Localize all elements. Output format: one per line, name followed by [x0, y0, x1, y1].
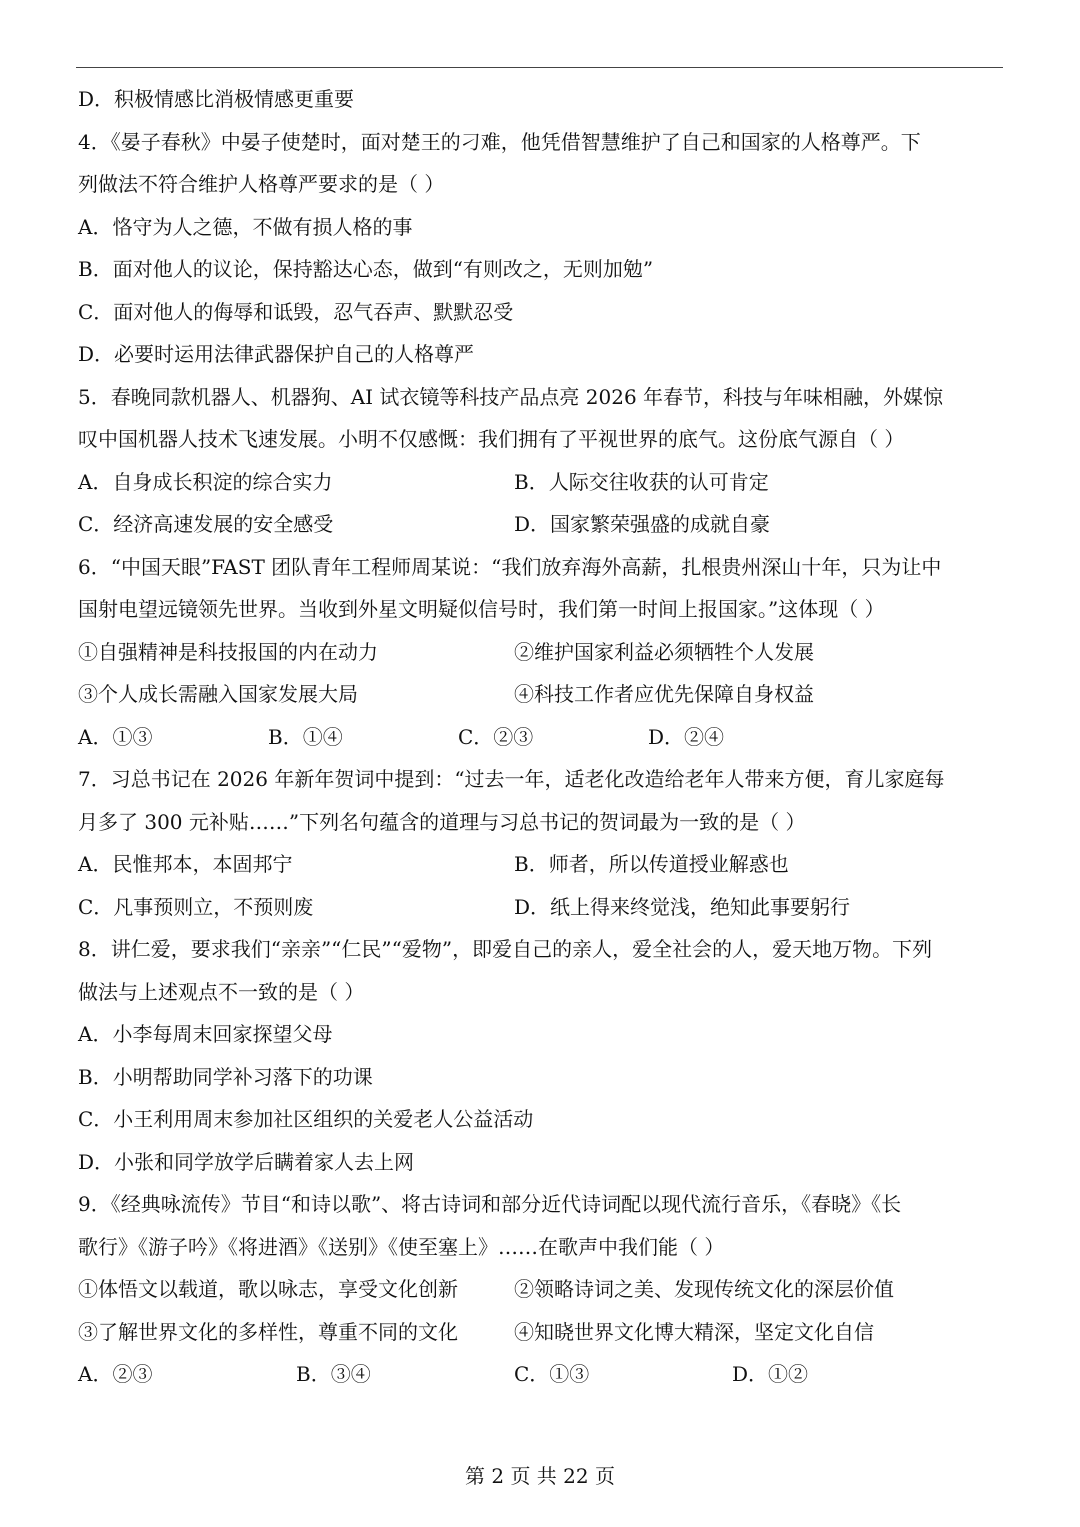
q4-stem-line1: 4．《晏子春秋》中晏子使楚时，面对楚王的刁难，他凭借智慧维护了自己和国家的人格尊严。下 [78, 129, 921, 154]
q9-option-a: A．②③ [78, 1362, 153, 1386]
q9-statement-2: ②领略诗词之美、发现传统文化的深层价值 [514, 1277, 894, 1301]
q8-option-c: C．小王利用周末参加社区组织的关爱老人公益活动 [78, 1107, 534, 1131]
q9-option-c: C．①③ [514, 1362, 590, 1386]
q6-option-c: C．②③ [458, 724, 534, 749]
q5-options-row1 [78, 461, 1003, 504]
q7-options-row1 [78, 843, 1003, 886]
q6-statements-row2 [78, 673, 1003, 716]
q7-options-row2 [78, 886, 1003, 929]
q6-stem-line2: 国射电望远镜领先世界。当收到外星文明疑似信号时，我们第一时间上报国家。”这体现（ ） [78, 597, 885, 621]
q9-option-b: B．③④ [296, 1362, 371, 1386]
q7-option-a: A．民惟邦本，本固邦宁 [78, 852, 293, 876]
q5-stem-line1: 5．春晚同款机器人、机器狗、AI 试衣镜等科技产品点亮 2026 年春节，科技与年味相融，外媒惊 [78, 384, 944, 409]
q5-option-b: B．人际交往收获的认可肯定 [514, 469, 769, 494]
q3-option-d: D．积极情感比消极情感更重要 [78, 87, 355, 111]
q6-statement-3: ③个人成长需融入国家发展大局 [78, 682, 358, 706]
q9-statements-row2 [78, 1311, 1003, 1354]
q6-statements-row1 [78, 631, 1003, 674]
q6-stem-line1: 6．“中国天眼”FAST 团队青年工程师周某说：“我们放弃海外高薪，扎根贵州深山十年，只为让中 [78, 554, 942, 579]
q5-option-c: C．经济高速发展的安全感受 [78, 512, 334, 536]
q6-statement-2: ②维护国家利益必须牺牲个人发展 [514, 639, 814, 664]
q5-options-row2 [78, 503, 1003, 546]
q4-stem-line2: 列做法不符合维护人格尊严要求的是（ ） [78, 172, 445, 196]
q4-option-b: B．面对他人的议论，保持豁达心态，做到“有则改之，无则加勉” [78, 257, 654, 281]
q9-statement-3: ③了解世界文化的多样性，尊重不同的文化 [78, 1319, 458, 1344]
q6-option-a: A．①③ [78, 724, 153, 749]
q4-option-a: A．恪守为人之德，不做有损人格的事 [78, 214, 413, 239]
questions [78, 78, 1003, 1396]
q8-stem-line2: 做法与上述观点不一致的是（ ） [78, 979, 365, 1004]
q6-option-b: B．①④ [268, 724, 343, 749]
q9-statement-4: ④知晓世界文化博大精深，坚定文化自信 [514, 1319, 874, 1344]
q9-options-row [78, 1353, 1003, 1396]
q9-statement-1: ①体悟文以载道，歌以咏志，享受文化创新 [78, 1277, 458, 1301]
q8-stem-line1: 8．讲仁爱，要求我们“亲亲”“仁民”“爱物”，即爱自己的亲人，爱全社会的人，爱天地万物。下列 [78, 937, 933, 961]
q7-stem-line1: 7．习总书记在 2026 年新年贺词中提到：“过去一年，适老化改造给老年人带来方便，育儿家庭每 [78, 767, 945, 791]
q9-stem-line1: 9．《经典咏流传》节目“和诗以歌”、将古诗词和部分近代诗词配以现代流行音乐，《春晓》《长 [78, 1192, 902, 1216]
q8-option-a: A．小李每周末回家探望父母 [78, 1022, 333, 1046]
q9-statements-row1 [78, 1268, 1003, 1311]
q7-option-b: B．师者，所以传道授业解惑也 [514, 852, 789, 876]
q5-stem-line2: 叹中国机器人技术飞速发展。小明不仅感慨：我们拥有了平视世界的底气。这份底气源自（ ） [78, 427, 905, 451]
q8-option-b: B．小明帮助同学补习落下的功课 [78, 1064, 373, 1089]
q7-option-c: C．凡事预则立，不预则废 [78, 894, 314, 919]
header-rule [76, 67, 1003, 68]
q6-option-d: D．②④ [648, 724, 725, 749]
q7-stem-line2: 月多了 300 元补贴……”下列名句蕴含的道理与习总书记的贺词最为一致的是（ ） [78, 809, 806, 834]
q4-option-d: D．必要时运用法律武器保护自己的人格尊严 [78, 342, 475, 366]
q6-options-row [78, 716, 1003, 759]
q6-statement-4: ④科技工作者应优先保障自身权益 [514, 682, 814, 706]
q9-stem-line2: 歌行》《游子吟》《将进酒》《送别》《使至塞上》……在歌声中我们能（ ） [78, 1234, 725, 1259]
q7-option-d: D．纸上得来终觉浅，绝知此事要躬行 [514, 894, 851, 919]
q4-option-c: C．面对他人的侮辱和诋毁，忍气吞声、默默忍受 [78, 299, 514, 324]
q5-option-d: D．国家繁荣强盛的成就自豪 [514, 512, 771, 536]
q9-option-d: D．①② [732, 1362, 809, 1386]
q5-option-a: A．自身成长积淀的综合实力 [78, 469, 333, 494]
page-number: 第 2 页 共 22 页 [465, 1464, 615, 1488]
q8-option-d: D．小张和同学放学后瞒着家人去上网 [78, 1149, 415, 1174]
q6-statement-1: ①自强精神是科技报国的内在动力 [78, 639, 378, 664]
